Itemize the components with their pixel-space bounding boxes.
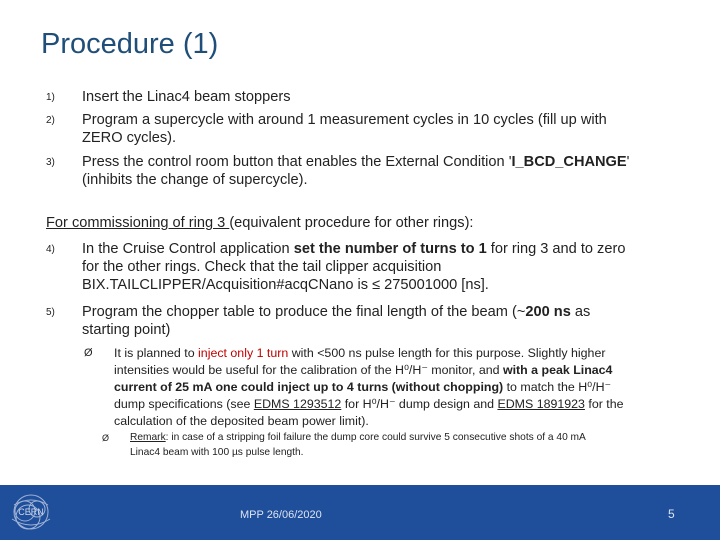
step-text-line: BIX.TAILCLIPPER/Acquisition#acqCNano is ≤ 275001000 [ns]. <box>82 277 489 293</box>
remark-text-line: Linac4 beam with 100 µs pulse length. <box>130 446 304 458</box>
sub-text: for the <box>584 397 624 411</box>
footer-bar <box>0 485 720 540</box>
commissioning-heading <box>46 214 473 232</box>
step-text-line: ZERO cycles). <box>82 130 177 146</box>
step-text-line: for the other rings. Check that the tail clipper acquisition <box>82 259 442 275</box>
cern-logo-icon <box>6 487 56 537</box>
step-text: In the Cruise Control application <box>82 241 294 257</box>
step-text-line: (inhibits the change of supercycle). <box>82 172 308 188</box>
sub-text-line: calculation of the deposited beam power limit). <box>114 414 369 428</box>
step-text: Insert the Linac4 beam stoppers <box>82 89 291 105</box>
sub-text: intensities would be useful for the calibration of the H⁰/H⁻ monitor, and <box>114 363 503 377</box>
remark-text: : in case of a stripping foil failure the dump core could survive 5 consecutive shots of a 40 mA <box>165 432 586 443</box>
step-text: ' <box>626 154 630 170</box>
step-bold-text: 200 ns <box>525 304 571 320</box>
step-number: 5) <box>46 307 55 318</box>
step-text-line: starting point) <box>82 322 171 338</box>
page-title: Procedure (1) <box>41 28 219 60</box>
step-number: 3) <box>46 157 55 168</box>
step-number: 1) <box>46 92 55 103</box>
step-text: Program the chopper table to produce the final length of the beam (~ <box>82 304 526 320</box>
arrow-bullet-icon: Ø <box>84 347 93 359</box>
step-text: for ring 3 and to zero <box>486 241 626 257</box>
page-number: 5 <box>668 507 675 521</box>
footer-text: MPP 26/06/2020 <box>240 509 322 521</box>
step-bold-text: set the number of turns to 1 <box>293 241 487 257</box>
edms-link-1891923[interactable]: EDMS 1891923 <box>497 397 585 411</box>
external-condition-name: I_BCD_CHANGE <box>511 154 627 170</box>
step-number: 4) <box>46 244 55 255</box>
highlight-text: inject only 1 turn <box>198 346 289 360</box>
sub-bold-text: current of 25 mA one could inject up to 4 turns (without chopping) <box>114 380 504 394</box>
step-text: Press the control room button that enables the External Condition ' <box>82 154 512 170</box>
remark-label: Remark <box>130 432 166 443</box>
edms-link-1293512[interactable]: EDMS 1293512 <box>253 397 342 411</box>
sub-text: for H⁰/H⁻ dump design and <box>341 397 498 411</box>
cern-logo-text: CERN <box>18 507 44 517</box>
step-text-line: Program a supercycle with around 1 measurement cycles in 10 cycles (fill up with <box>82 112 607 128</box>
step-text: as <box>570 304 591 320</box>
arrow-bullet-icon: Ø <box>102 433 110 443</box>
step-number: 2) <box>46 115 55 126</box>
sub-text: It is planned to <box>114 346 199 360</box>
sub-text: to match the H⁰/H⁻ <box>503 380 612 394</box>
sub-text: dump specifications (see <box>114 397 254 411</box>
heading-underlined: For commissioning of ring 3 <box>46 215 230 231</box>
sub-bold-text: with a peak Linac4 <box>502 363 613 377</box>
sub-text: with <500 ns pulse length for this purpose. Slightly higher <box>288 346 606 360</box>
heading-rest: (equivalent procedure for other rings): <box>229 215 474 231</box>
